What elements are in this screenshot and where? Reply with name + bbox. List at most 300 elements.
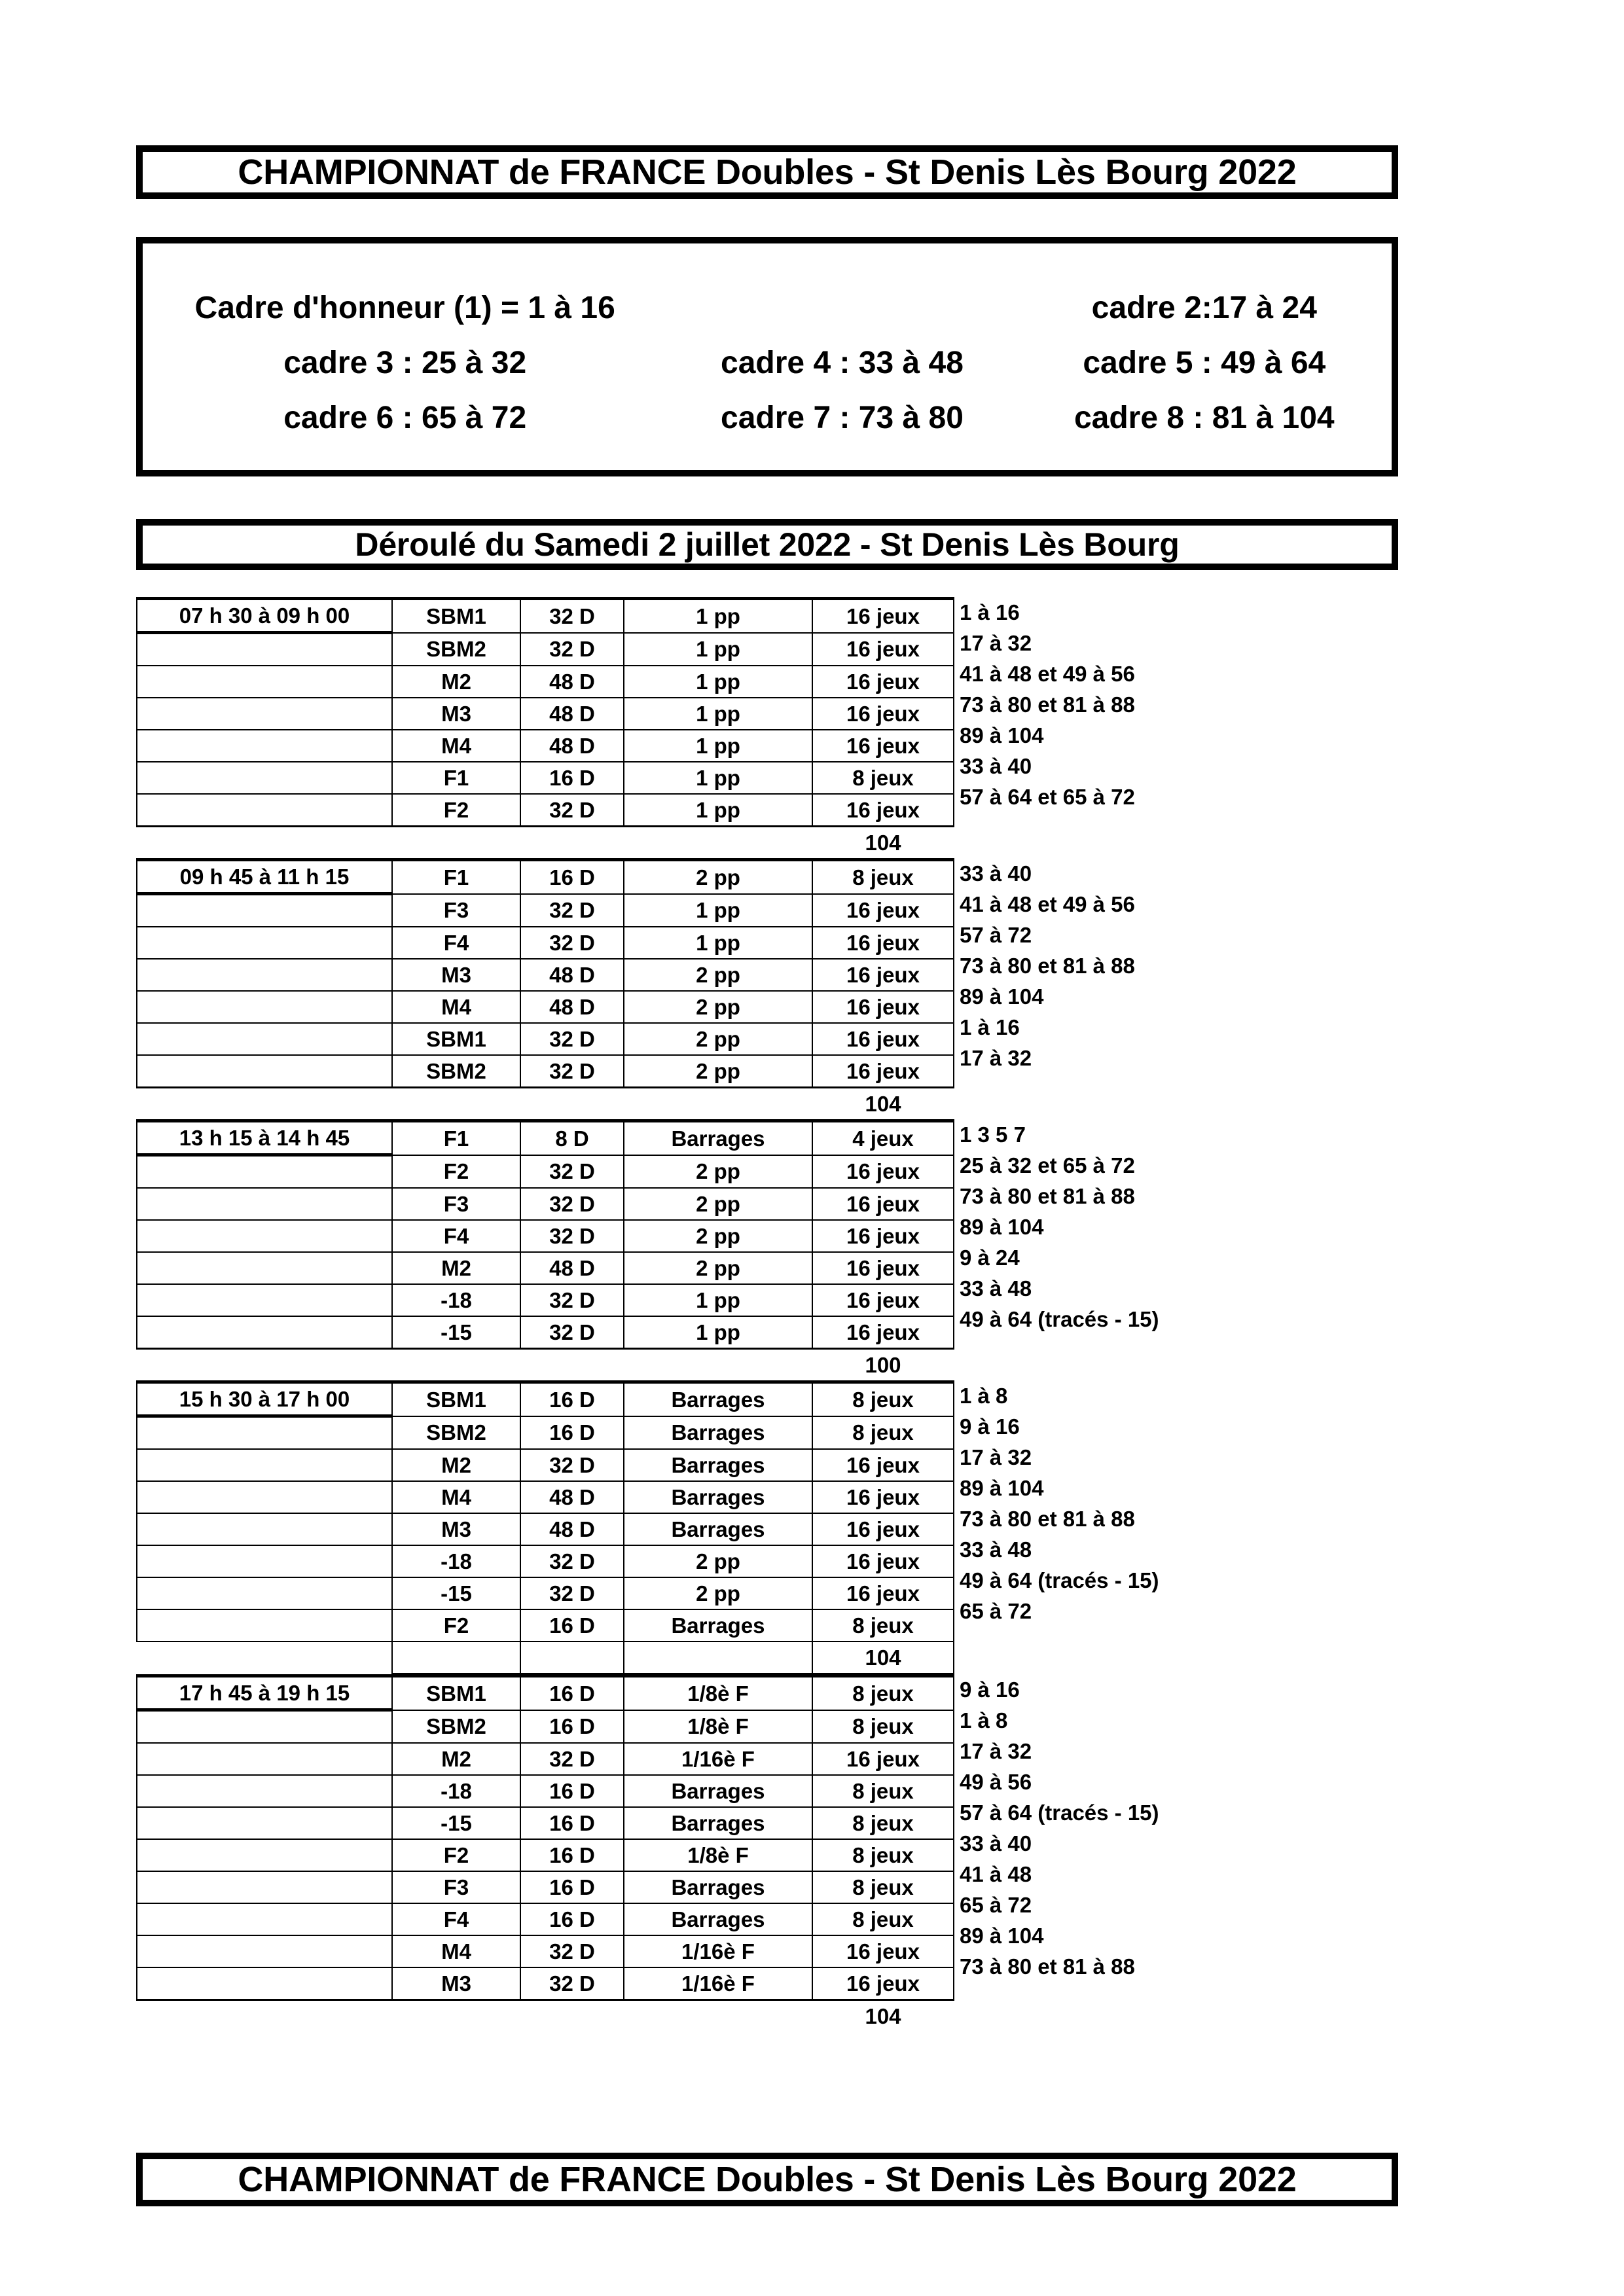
games-cell: 16 jeux [812, 959, 954, 991]
draw-size-cell: 48 D [520, 1481, 624, 1513]
total-row [137, 1088, 954, 1120]
schedule-block [136, 1674, 1380, 2032]
range-column [956, 1674, 1375, 1982]
round-cell: 1 pp [624, 762, 812, 794]
total-spacer-round [624, 1088, 812, 1120]
table-row [137, 1609, 954, 1641]
total-row-spacer [137, 1641, 392, 1674]
range-label: 9 à 24 [960, 1246, 1020, 1270]
draw-size-cell: 48 D [520, 1252, 624, 1284]
games-cell: 8 jeux [812, 1839, 954, 1871]
range-label: 89 à 104 [960, 1215, 1044, 1239]
range-label: 41 à 48 et 49 à 56 [960, 662, 1135, 686]
session-time-blank [137, 1807, 392, 1839]
total-spacer-draw [520, 827, 624, 859]
total-spacer-draw [520, 2000, 624, 2032]
total-spacer-category [392, 2000, 520, 2032]
games-cell: 16 jeux [812, 633, 954, 666]
round-cell: 1/16è F [624, 1743, 812, 1775]
cadre-entry: cadre 7 : 73 à 80 [721, 400, 964, 435]
round-cell: 1/16è F [624, 1935, 812, 1967]
session-time-blank [137, 762, 392, 794]
session-time: 07 h 30 à 09 h 00 [137, 599, 392, 633]
round-cell: Barrages [624, 1449, 812, 1481]
games-cell: 8 jeux [812, 1903, 954, 1935]
schedule-table [136, 597, 1380, 2032]
total-row-spacer [137, 1088, 392, 1120]
games-cell: 16 jeux [812, 1023, 954, 1055]
games-cell: 8 jeux [812, 1807, 954, 1839]
range-label: 57 à 64 et 65 à 72 [960, 785, 1135, 809]
round-cell: 1 pp [624, 730, 812, 762]
round-cell: Barrages [624, 1807, 812, 1839]
session-time-blank [137, 1577, 392, 1609]
session-time-blank [137, 794, 392, 827]
games-cell: 16 jeux [812, 1188, 954, 1220]
category-cell: M3 [392, 959, 520, 991]
range-label: 57 à 72 [960, 923, 1032, 947]
draw-size-cell: 32 D [520, 894, 624, 927]
category-cell: M4 [392, 730, 520, 762]
schedule-block-table [136, 1674, 954, 2032]
session-time: 15 h 30 à 17 h 00 [137, 1382, 392, 1416]
round-cell: 1 pp [624, 633, 812, 666]
draw-size-cell: 48 D [520, 730, 624, 762]
draw-size-cell: 8 D [520, 1121, 624, 1155]
table-row [137, 599, 954, 633]
table-row [137, 1481, 954, 1513]
range-label: 49 à 64 (tracés - 15) [960, 1307, 1159, 1331]
table-row [137, 1382, 954, 1416]
range-column [956, 1119, 1375, 1335]
range-label: 17 à 32 [960, 1046, 1032, 1070]
category-cell: M3 [392, 1513, 520, 1545]
range-label: 41 à 48 et 49 à 56 [960, 892, 1135, 916]
category-cell: M2 [392, 1252, 520, 1284]
total-row [137, 2000, 954, 2032]
range-label: 73 à 80 et 81 à 88 [960, 692, 1135, 717]
schedule-block-table [136, 1119, 954, 1380]
round-cell: 2 pp [624, 1545, 812, 1577]
table-row [137, 1676, 954, 1710]
range-label: 73 à 80 et 81 à 88 [960, 1507, 1135, 1531]
round-cell: 1 pp [624, 666, 812, 698]
games-cell: 4 jeux [812, 1121, 954, 1155]
session-time-blank [137, 1188, 392, 1220]
category-cell: M3 [392, 1967, 520, 2000]
session-total: 104 [812, 827, 954, 859]
deroule-banner [136, 519, 1398, 570]
category-cell: SBM2 [392, 1055, 520, 1088]
total-spacer-draw [520, 1349, 624, 1381]
round-cell: Barrages [624, 1775, 812, 1807]
category-cell: F2 [392, 1155, 520, 1189]
games-cell: 16 jeux [812, 1513, 954, 1545]
session-time: 13 h 15 à 14 h 45 [137, 1121, 392, 1155]
title-text: CHAMPIONNAT de FRANCE Doubles - St Denis Lès Bourg 2022 [238, 152, 1297, 192]
cadres-grid [143, 280, 1392, 445]
range-label: 1 à 8 [960, 1384, 1008, 1408]
draw-size-cell: 48 D [520, 991, 624, 1023]
table-row [137, 1155, 954, 1189]
table-row [137, 730, 954, 762]
games-cell: 16 jeux [812, 794, 954, 827]
cadre-entry: cadre 5 : 49 à 64 [1083, 345, 1326, 380]
range-label: 65 à 72 [960, 1893, 1032, 1917]
draw-size-cell: 32 D [520, 1545, 624, 1577]
cadre-entry: cadre 3 : 25 à 32 [283, 345, 527, 380]
draw-size-cell: 32 D [520, 1188, 624, 1220]
title-banner [136, 145, 1398, 199]
table-row [137, 666, 954, 698]
table-row [137, 1839, 954, 1871]
range-label: 49 à 64 (tracés - 15) [960, 1568, 1159, 1592]
round-cell: 1 pp [624, 894, 812, 927]
round-cell: Barrages [624, 1609, 812, 1641]
table-row [137, 1121, 954, 1155]
category-cell: -15 [392, 1316, 520, 1349]
round-cell: 2 pp [624, 860, 812, 894]
table-row [137, 1903, 954, 1935]
category-cell: -18 [392, 1775, 520, 1807]
draw-size-cell: 48 D [520, 959, 624, 991]
category-cell: M2 [392, 666, 520, 698]
total-spacer-category [392, 827, 520, 859]
range-label: 17 à 32 [960, 1739, 1032, 1763]
round-cell: 2 pp [624, 1577, 812, 1609]
total-spacer-category [392, 1641, 520, 1674]
games-cell: 16 jeux [812, 991, 954, 1023]
session-time-blank [137, 1449, 392, 1481]
round-cell: Barrages [624, 1513, 812, 1545]
cadre-entry: cadre 2:17 à 24 [1091, 290, 1317, 325]
category-cell: -15 [392, 1577, 520, 1609]
category-cell: F3 [392, 894, 520, 927]
session-time: 17 h 45 à 19 h 15 [137, 1676, 392, 1710]
table-row [137, 698, 954, 730]
games-cell: 8 jeux [812, 1382, 954, 1416]
range-label: 89 à 104 [960, 984, 1044, 1009]
round-cell: 2 pp [624, 1188, 812, 1220]
category-cell: -18 [392, 1284, 520, 1316]
total-spacer-round [624, 827, 812, 859]
total-spacer-round [624, 1641, 812, 1674]
footer-text: CHAMPIONNAT de FRANCE Doubles - St Denis Lès Bourg 2022 [238, 2160, 1297, 2199]
range-label: 33 à 48 [960, 1537, 1032, 1562]
games-cell: 16 jeux [812, 599, 954, 633]
session-time-blank [137, 894, 392, 927]
category-cell: F3 [392, 1871, 520, 1903]
draw-size-cell: 16 D [520, 1871, 624, 1903]
session-time-blank [137, 927, 392, 959]
round-cell: 2 pp [624, 1023, 812, 1055]
cadre-entry: cadre 8 : 81 à 104 [1074, 400, 1335, 435]
table-row [137, 1967, 954, 2000]
table-row [137, 1316, 954, 1349]
round-cell: 1/16è F [624, 1967, 812, 2000]
session-time-blank [137, 1545, 392, 1577]
games-cell: 16 jeux [812, 1545, 954, 1577]
round-cell: 1/8è F [624, 1839, 812, 1871]
games-cell: 16 jeux [812, 927, 954, 959]
table-row [137, 1023, 954, 1055]
range-label: 49 à 56 [960, 1770, 1032, 1794]
draw-size-cell: 48 D [520, 1513, 624, 1545]
games-cell: 16 jeux [812, 1935, 954, 1967]
total-row [137, 827, 954, 859]
session-total: 104 [812, 2000, 954, 2032]
category-cell: -18 [392, 1545, 520, 1577]
session-time-blank [137, 633, 392, 666]
cadre-entry: cadre 6 : 65 à 72 [283, 400, 527, 435]
session-time-blank [137, 1284, 392, 1316]
round-cell: 1/8è F [624, 1710, 812, 1744]
round-cell: Barrages [624, 1871, 812, 1903]
draw-size-cell: 32 D [520, 1023, 624, 1055]
category-cell: M4 [392, 1935, 520, 1967]
session-total: 104 [812, 1088, 954, 1120]
category-cell: -15 [392, 1807, 520, 1839]
category-cell: F1 [392, 762, 520, 794]
games-cell: 16 jeux [812, 1284, 954, 1316]
session-time-blank [137, 1252, 392, 1284]
draw-size-cell: 32 D [520, 1055, 624, 1088]
round-cell: Barrages [624, 1121, 812, 1155]
category-cell: M4 [392, 1481, 520, 1513]
table-row [137, 1577, 954, 1609]
table-row [137, 1449, 954, 1481]
games-cell: 8 jeux [812, 762, 954, 794]
range-label: 89 à 104 [960, 723, 1044, 747]
footer-banner [136, 2153, 1398, 2206]
category-cell: F2 [392, 1609, 520, 1641]
table-row [137, 1871, 954, 1903]
range-label: 9 à 16 [960, 1677, 1020, 1702]
range-label: 17 à 32 [960, 1445, 1032, 1469]
range-label: 89 à 104 [960, 1924, 1044, 1948]
round-cell: 1/8è F [624, 1676, 812, 1710]
schedule-block-table [136, 1380, 954, 1674]
round-cell: 2 pp [624, 1055, 812, 1088]
round-cell: 1 pp [624, 698, 812, 730]
total-spacer-category [392, 1349, 520, 1381]
draw-size-cell: 16 D [520, 1903, 624, 1935]
games-cell: 8 jeux [812, 1775, 954, 1807]
table-row [137, 1220, 954, 1252]
table-row [137, 1935, 954, 1967]
draw-size-cell: 32 D [520, 633, 624, 666]
session-time-blank [137, 1481, 392, 1513]
draw-size-cell: 16 D [520, 1839, 624, 1871]
cadre-entry: Cadre d'honneur (1) = 1 à 16 [194, 290, 615, 325]
category-cell: SBM1 [392, 1023, 520, 1055]
table-row [137, 894, 954, 927]
games-cell: 16 jeux [812, 894, 954, 927]
range-label: 73 à 80 et 81 à 88 [960, 954, 1135, 978]
session-time-blank [137, 1416, 392, 1450]
category-cell: F4 [392, 927, 520, 959]
total-spacer-category [392, 1088, 520, 1120]
schedule-block [136, 1119, 1380, 1380]
round-cell: 1 pp [624, 927, 812, 959]
session-time: 09 h 45 à 11 h 15 [137, 860, 392, 894]
cadres-legend-box [136, 237, 1398, 476]
schedule-block-table [136, 858, 954, 1119]
session-time-blank [137, 698, 392, 730]
session-total: 104 [812, 1641, 954, 1674]
range-label: 1 à 8 [960, 1708, 1008, 1732]
table-row [137, 1513, 954, 1545]
draw-size-cell: 32 D [520, 1220, 624, 1252]
draw-size-cell: 32 D [520, 1967, 624, 2000]
category-cell: SBM2 [392, 633, 520, 666]
session-time-blank [137, 1967, 392, 2000]
total-spacer-round [624, 2000, 812, 2032]
draw-size-cell: 32 D [520, 1935, 624, 1967]
session-time-blank [137, 991, 392, 1023]
category-cell: SBM1 [392, 1676, 520, 1710]
draw-size-cell: 16 D [520, 1382, 624, 1416]
cadres-row [143, 280, 1392, 335]
draw-size-cell: 16 D [520, 1416, 624, 1450]
total-spacer-round [624, 1349, 812, 1381]
round-cell: 2 pp [624, 1252, 812, 1284]
draw-size-cell: 32 D [520, 927, 624, 959]
games-cell: 16 jeux [812, 1252, 954, 1284]
total-row [137, 1349, 954, 1381]
games-cell: 16 jeux [812, 1577, 954, 1609]
range-label: 33 à 40 [960, 1831, 1032, 1856]
session-time-blank [137, 666, 392, 698]
games-cell: 16 jeux [812, 730, 954, 762]
category-cell: F3 [392, 1188, 520, 1220]
table-row [137, 959, 954, 991]
range-column [956, 858, 1375, 1073]
session-time-blank [137, 1903, 392, 1935]
total-row-spacer [137, 1349, 392, 1381]
draw-size-cell: 48 D [520, 698, 624, 730]
range-label: 73 à 80 et 81 à 88 [960, 1184, 1135, 1208]
cadres-row [143, 335, 1392, 390]
deroule-text: Déroulé du Samedi 2 juillet 2022 - St Denis Lès Bourg [355, 526, 1180, 563]
draw-size-cell: 16 D [520, 1807, 624, 1839]
category-cell: F2 [392, 794, 520, 827]
draw-size-cell: 32 D [520, 1449, 624, 1481]
session-time-blank [137, 1935, 392, 1967]
category-cell: F2 [392, 1839, 520, 1871]
category-cell: SBM2 [392, 1416, 520, 1450]
total-row-spacer [137, 2000, 392, 2032]
session-time-blank [137, 1513, 392, 1545]
draw-size-cell: 48 D [520, 666, 624, 698]
round-cell: Barrages [624, 1481, 812, 1513]
round-cell: Barrages [624, 1903, 812, 1935]
table-row [137, 860, 954, 894]
draw-size-cell: 32 D [520, 1743, 624, 1775]
range-label: 33 à 48 [960, 1276, 1032, 1300]
games-cell: 16 jeux [812, 1967, 954, 2000]
games-cell: 16 jeux [812, 698, 954, 730]
session-time-blank [137, 1023, 392, 1055]
draw-size-cell: 32 D [520, 1155, 624, 1189]
round-cell: 1 pp [624, 1316, 812, 1349]
range-label: 73 à 80 et 81 à 88 [960, 1954, 1135, 1979]
draw-size-cell: 16 D [520, 860, 624, 894]
draw-size-cell: 16 D [520, 762, 624, 794]
schedule-block [136, 1380, 1380, 1674]
range-label: 33 à 40 [960, 754, 1032, 778]
range-label: 41 à 48 [960, 1862, 1032, 1886]
total-row-spacer [137, 827, 392, 859]
draw-size-cell: 32 D [520, 599, 624, 633]
games-cell: 16 jeux [812, 666, 954, 698]
table-row [137, 1252, 954, 1284]
total-row [137, 1641, 954, 1674]
session-time-blank [137, 1316, 392, 1349]
category-cell: F1 [392, 860, 520, 894]
games-cell: 16 jeux [812, 1481, 954, 1513]
session-time-blank [137, 1055, 392, 1088]
range-label: 33 à 40 [960, 861, 1032, 886]
round-cell: Barrages [624, 1382, 812, 1416]
games-cell: 8 jeux [812, 1871, 954, 1903]
round-cell: 1 pp [624, 794, 812, 827]
range-label: 1 à 16 [960, 600, 1020, 624]
cadre-entry: cadre 4 : 33 à 48 [721, 345, 964, 380]
total-spacer-draw [520, 1088, 624, 1120]
games-cell: 8 jeux [812, 1416, 954, 1450]
session-time-blank [137, 730, 392, 762]
round-cell: 2 pp [624, 959, 812, 991]
category-cell: SBM1 [392, 1382, 520, 1416]
table-row [137, 1807, 954, 1839]
round-cell: 2 pp [624, 1220, 812, 1252]
schedule-block-table [136, 597, 954, 858]
range-label: 17 à 32 [960, 631, 1032, 655]
table-row [137, 1416, 954, 1450]
range-label: 1 3 5 7 [960, 1122, 1026, 1147]
draw-size-cell: 16 D [520, 1676, 624, 1710]
draw-size-cell: 32 D [520, 1577, 624, 1609]
table-row [137, 1743, 954, 1775]
category-cell: F1 [392, 1121, 520, 1155]
table-row [137, 991, 954, 1023]
games-cell: 16 jeux [812, 1316, 954, 1349]
draw-size-cell: 32 D [520, 1316, 624, 1349]
table-row [137, 1710, 954, 1744]
games-cell: 16 jeux [812, 1220, 954, 1252]
draw-size-cell: 16 D [520, 1609, 624, 1641]
table-row [137, 633, 954, 666]
games-cell: 16 jeux [812, 1155, 954, 1189]
category-cell: M2 [392, 1449, 520, 1481]
round-cell: 2 pp [624, 1155, 812, 1189]
table-row [137, 1545, 954, 1577]
schedule-block [136, 597, 1380, 858]
round-cell: 1 pp [624, 599, 812, 633]
cadres-row [143, 390, 1392, 445]
session-time-blank [137, 1710, 392, 1744]
session-time-blank [137, 959, 392, 991]
range-column [956, 1380, 1375, 1626]
round-cell: 1 pp [624, 1284, 812, 1316]
session-time-blank [137, 1155, 392, 1189]
total-spacer-draw [520, 1641, 624, 1674]
table-row [137, 1284, 954, 1316]
games-cell: 16 jeux [812, 1055, 954, 1088]
draw-size-cell: 32 D [520, 794, 624, 827]
session-time-blank [137, 1775, 392, 1807]
